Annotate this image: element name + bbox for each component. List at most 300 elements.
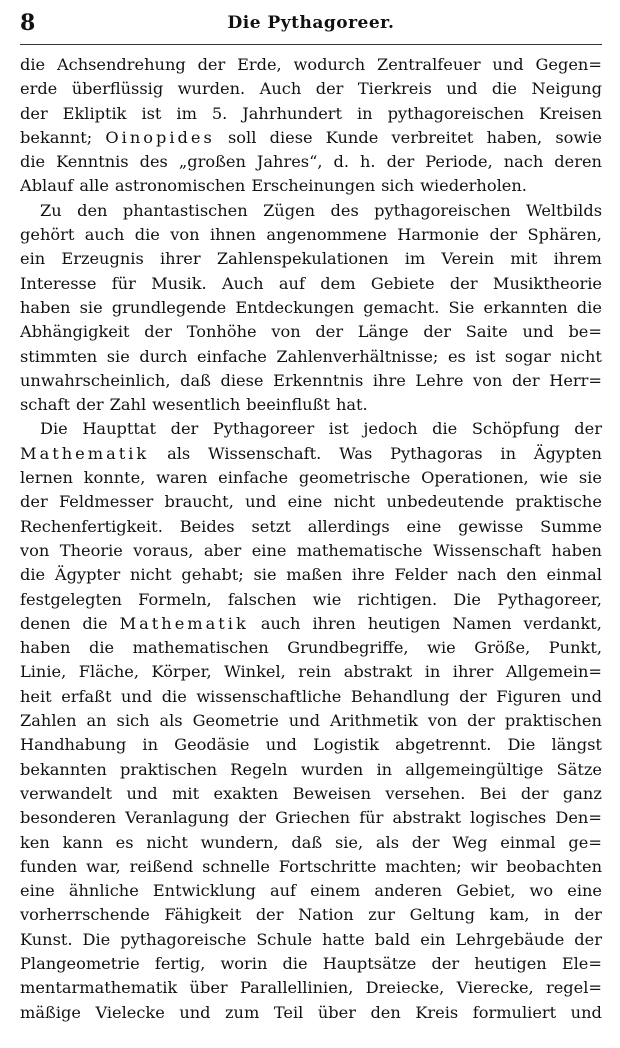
word: heutigen [367, 613, 441, 633]
word: Kunde [325, 127, 379, 147]
word: mäßige [20, 1002, 81, 1022]
word: der [386, 152, 415, 172]
word: in [424, 662, 441, 682]
text-line [20, 928, 602, 952]
word: mathematischen [132, 638, 269, 658]
word: allerdings [307, 516, 390, 536]
word: und [570, 1002, 602, 1022]
word: wodurch [293, 55, 366, 74]
word: Entdeckungen [235, 297, 355, 317]
word: Allgemein= [505, 662, 602, 682]
word: Kreisen [539, 103, 602, 123]
word: Lehre [415, 370, 464, 390]
word: als [375, 832, 400, 852]
word: in [376, 759, 393, 779]
word: Achsendrehung [56, 55, 186, 74]
word: zum [225, 1002, 260, 1022]
book-page [20, 8, 602, 1038]
word: Haupttat [82, 419, 157, 439]
word: der [520, 783, 549, 803]
word: Pythagoreer [212, 419, 315, 439]
word: erde [20, 79, 58, 99]
word: konnte, [83, 468, 146, 488]
word: ähnliche [68, 881, 139, 901]
word: diese [269, 127, 313, 147]
text-line [20, 806, 602, 830]
text-line [20, 660, 602, 684]
word: nicht [333, 492, 376, 512]
text-line [20, 393, 602, 417]
word: waren [156, 468, 208, 488]
word: maßen [286, 565, 343, 585]
word: anderen [374, 881, 443, 901]
word: abstrakt [392, 808, 461, 828]
word: von [170, 225, 200, 245]
word: h. [360, 152, 376, 172]
word: der [255, 905, 284, 925]
word: ihrem [553, 249, 602, 269]
word: wurden. [177, 79, 246, 99]
word: erfaßt [61, 686, 112, 706]
word: wie [539, 468, 569, 488]
word: und [126, 783, 158, 803]
word: Nation [298, 905, 354, 925]
word: Schule [256, 929, 313, 949]
word: pythagoreischen [374, 200, 511, 220]
word: von [427, 711, 458, 731]
word: hatte [322, 929, 365, 949]
word: Zahlenspekulationen [216, 249, 389, 269]
word: Dreiecke, [365, 978, 445, 998]
word: Summe [540, 516, 602, 536]
word: war, [86, 856, 121, 876]
word: braucht, [164, 492, 234, 512]
word: im [176, 103, 197, 123]
word: bekannt; [20, 127, 93, 147]
word: auf [278, 273, 305, 293]
word: Sphären, [527, 225, 602, 245]
word: Herr= [549, 370, 602, 390]
text-line [20, 77, 602, 101]
word: einmal [500, 832, 556, 852]
word: Geodäsie [174, 735, 250, 755]
word: als [167, 443, 191, 463]
word: Arithmetik [329, 711, 418, 731]
text-line [20, 1001, 602, 1025]
word: diese [220, 370, 264, 390]
word: Erscheinungen [251, 176, 376, 196]
word: Musik. [151, 273, 207, 293]
word: Hauptsätze [322, 953, 417, 973]
text-line [20, 976, 602, 1000]
word: gehört [20, 225, 75, 245]
word: als [159, 711, 183, 731]
word: der [574, 905, 602, 925]
word: ihre [351, 565, 385, 585]
word: nach [503, 152, 544, 172]
word: Die [40, 419, 68, 439]
word: logisches [470, 808, 547, 828]
word: Figuren [496, 686, 562, 706]
text-line [20, 490, 602, 514]
text-line [20, 855, 602, 879]
word: sowie [555, 127, 602, 147]
word: nicht [146, 832, 188, 852]
word: Fähigkeit [164, 905, 242, 925]
word: Plangeometrie [20, 953, 140, 973]
word: kam, [489, 905, 530, 925]
word: Entwicklung [152, 881, 256, 901]
word: Erkenntnis [273, 370, 364, 390]
text-line [20, 515, 602, 539]
word: Harmonie [397, 225, 480, 245]
word: die [20, 565, 46, 585]
word: pythagoreische [120, 929, 247, 949]
word: die [491, 79, 518, 99]
word: Zahl [109, 395, 147, 415]
word: sich [116, 711, 150, 731]
text-line [20, 369, 602, 393]
word: Zu [40, 200, 62, 220]
text-line [20, 685, 602, 709]
word: Körper, [151, 662, 212, 682]
text-line [20, 758, 602, 782]
word: mentarmathematik [20, 978, 178, 998]
word: eine [251, 540, 287, 560]
word: der [75, 395, 104, 415]
word: be= [568, 322, 602, 342]
word: Jahres“, [256, 152, 323, 172]
word: Vielecke [95, 1002, 165, 1022]
word: die [134, 225, 160, 245]
word: der [467, 711, 495, 731]
word: Kenntnis [56, 152, 129, 172]
word: jedoch [363, 419, 418, 439]
word: wurden [300, 759, 364, 779]
word: Ägypter [54, 565, 121, 585]
word: Behandlung [350, 686, 450, 706]
word: Punkt, [548, 638, 602, 658]
word: vorherrschende [20, 905, 150, 925]
word: Größe, [474, 638, 531, 658]
word: den [506, 565, 537, 585]
word: Fortschritte [278, 856, 377, 876]
word: einmal [546, 565, 602, 585]
word: Tierkreis [357, 79, 432, 99]
word: Zahlen [20, 711, 77, 731]
word: und [120, 686, 153, 706]
word: der [459, 686, 487, 706]
word: Interesse [20, 273, 97, 293]
word: der [574, 419, 602, 439]
word: des [139, 152, 168, 172]
word: Oinopides [105, 127, 215, 147]
word: Mathematik [20, 443, 150, 463]
word: der [574, 929, 602, 949]
word: Kunst. [20, 929, 73, 949]
word: der [170, 419, 199, 439]
word: die [576, 297, 602, 317]
word: Handhabung [20, 735, 127, 755]
word: daß [180, 370, 211, 390]
word: Den= [555, 808, 602, 828]
text-line [20, 320, 602, 344]
text-line [20, 126, 602, 150]
word: im [404, 249, 426, 269]
text-line [20, 199, 602, 223]
word: funden [20, 856, 78, 876]
word: Sie [448, 297, 475, 317]
word: von [473, 370, 503, 390]
word: Jahrhundert [242, 103, 343, 123]
word: der [411, 832, 440, 852]
word: heit [20, 686, 52, 706]
word: ist [141, 103, 162, 123]
word: Zügen [263, 200, 316, 220]
word: Beweisen [292, 783, 372, 803]
word: durch [139, 346, 188, 366]
word: festgelegten [20, 589, 122, 609]
text-line [20, 588, 602, 612]
word: verwandelt [20, 783, 113, 803]
word: Rechenfertigkeit. [20, 516, 163, 536]
word: setzt [251, 516, 291, 536]
word: Namen [452, 613, 512, 633]
word: Die [82, 929, 111, 949]
word: Parallellinien, [239, 978, 354, 998]
word: mit [172, 783, 200, 803]
word: haben [551, 540, 602, 560]
word: erkannten [483, 297, 568, 317]
text-line [20, 272, 602, 296]
word: wie [427, 638, 456, 658]
word: sie [79, 297, 103, 317]
word: fertig, [154, 953, 206, 973]
word: ganz [562, 783, 602, 803]
word: regel= [545, 978, 602, 998]
word: Beides [179, 516, 235, 536]
word: Griechen [275, 808, 351, 828]
word: ein [20, 249, 46, 269]
word: kann [62, 832, 103, 852]
word: Regeln [230, 759, 288, 779]
word: Teil [273, 1002, 304, 1022]
word: über [317, 1002, 356, 1022]
word: deren [554, 152, 602, 172]
word: Linie, [20, 662, 67, 682]
text-line [20, 563, 602, 587]
text-line [20, 247, 602, 271]
word: Zahlenverhältnisse; [276, 346, 439, 366]
word: der [20, 103, 48, 123]
word: Veranlagung [125, 808, 230, 828]
word: die [20, 55, 46, 74]
word: Erzeugnis [61, 249, 144, 269]
word: Wissenschaft [432, 540, 542, 560]
word: in [544, 905, 560, 925]
word: wir [470, 856, 498, 876]
body-text [20, 45, 602, 1025]
word: die [432, 419, 458, 439]
word: beobachten [506, 856, 602, 876]
word: mit [510, 249, 538, 269]
word: Fläche, [78, 662, 140, 682]
word: an [86, 711, 107, 731]
word: schaft [20, 395, 70, 415]
word: versehen. [385, 783, 466, 803]
word: verbreitet [391, 127, 474, 147]
word: und [179, 1002, 211, 1022]
word: für [111, 273, 136, 293]
word: und [288, 711, 320, 731]
word: Felder [394, 565, 448, 585]
word: Die [507, 735, 536, 755]
word: von [20, 540, 50, 560]
text-line [20, 53, 602, 77]
word: heutigen [474, 953, 547, 973]
word: der [315, 322, 344, 342]
word: formuliert [472, 1002, 557, 1022]
word: längst [551, 735, 602, 755]
word: sie [253, 565, 277, 585]
word: Lehrgebäude [455, 929, 565, 949]
word: und [446, 79, 478, 99]
word: richtigen. [357, 589, 438, 609]
word: wie [312, 589, 342, 609]
word: eine [406, 516, 442, 536]
word: aber [203, 540, 242, 560]
word: unbedeutende [386, 492, 505, 512]
word: rein [298, 662, 332, 682]
word: einfache [196, 346, 267, 366]
word: wissenschaftliche [196, 686, 342, 706]
word: Abhängigkeit [20, 322, 130, 342]
text-line [20, 733, 602, 757]
word: Ele= [561, 953, 602, 973]
word: praktischen [504, 711, 602, 731]
word: und [245, 492, 277, 512]
page-header [20, 8, 602, 45]
word: der [449, 273, 478, 293]
word: ihrer [452, 662, 494, 682]
word: worin [220, 953, 268, 973]
word: und [265, 735, 297, 755]
word: alle [79, 176, 109, 196]
word: der [489, 225, 518, 245]
word: ist [475, 346, 496, 366]
word: Pythagoreer, [497, 589, 602, 609]
word: Logistik [313, 735, 379, 755]
word: sie, [334, 832, 364, 852]
word: Weltbilds [526, 200, 602, 220]
text-line [20, 296, 602, 320]
word: der [238, 808, 267, 828]
word: und [522, 322, 554, 342]
word: der [197, 55, 226, 74]
running-head: Die Pythagoreer. [227, 13, 395, 33]
word: wundern, [200, 832, 279, 852]
word: wiederholen. [420, 176, 527, 196]
word: eine [287, 492, 323, 512]
word: geometrische [298, 468, 411, 488]
page-number: 8 [20, 10, 36, 36]
text-line [20, 102, 602, 126]
word: schnelle [202, 856, 270, 876]
word: Gebiete [370, 273, 435, 293]
word: der [431, 953, 460, 973]
word: lernen [20, 468, 73, 488]
word: sie [106, 346, 130, 366]
text-line [20, 879, 602, 903]
word: grundlegende [111, 297, 227, 317]
text-line [20, 831, 602, 855]
text-line [20, 952, 602, 976]
word: wesentlich [152, 395, 241, 415]
word: der [20, 492, 48, 512]
word: Auch [221, 273, 264, 293]
text-line [20, 417, 602, 441]
word: von [271, 322, 301, 342]
word: in [357, 103, 373, 123]
word: Mathematik [119, 613, 249, 633]
word: in [500, 443, 517, 463]
word: praktische [515, 492, 602, 512]
text-line [20, 150, 602, 174]
word: unwahrscheinlich, [20, 370, 171, 390]
word: Geometrie [192, 711, 279, 731]
word: astronomischen [114, 176, 246, 196]
text-line [20, 174, 602, 198]
text-line [20, 636, 602, 660]
word: ist [328, 419, 349, 439]
word: hat. [335, 395, 368, 415]
word: Winkel, [224, 662, 286, 682]
word: ihrer [159, 249, 201, 269]
word: machten; [385, 856, 462, 876]
word: der [423, 322, 451, 342]
word: bekannten [20, 759, 107, 779]
word: gemacht. [363, 297, 440, 317]
word: auch [260, 613, 301, 633]
word: gehabt; [181, 565, 244, 585]
word: denen [20, 613, 71, 633]
word: und [570, 686, 602, 706]
word: Geltung [409, 905, 475, 925]
word: Ekliptik [62, 103, 127, 123]
word: falschen [227, 589, 297, 609]
word: verdankt, [523, 613, 602, 633]
text-line [20, 345, 602, 369]
word: haben [20, 297, 71, 317]
word: eine [20, 881, 55, 901]
word: mathematische [296, 540, 423, 560]
word: in [142, 735, 158, 755]
word: Formeln, [138, 589, 212, 609]
word: sogar [504, 346, 551, 366]
word: und [492, 55, 524, 74]
word: des [330, 200, 359, 220]
word: Grundbegriffe, [287, 638, 409, 658]
word: pythagoreischen [387, 103, 525, 123]
word: Sätze [556, 759, 602, 779]
word: einfache [218, 468, 289, 488]
word: Musiktheorie [492, 273, 602, 293]
word: angenommene [266, 225, 387, 245]
word: die [282, 953, 308, 973]
word: Neigung [531, 79, 602, 99]
word: ein [420, 929, 446, 949]
word: ihre [372, 370, 406, 390]
